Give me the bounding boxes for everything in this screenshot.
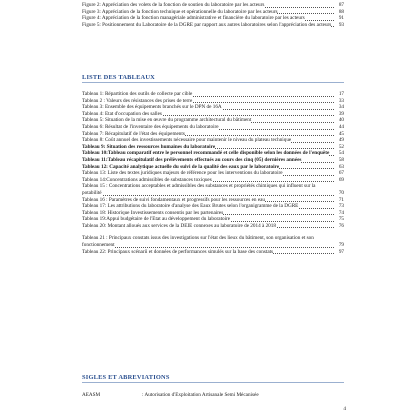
figure-entry[interactable]: [82, 15, 344, 22]
entry-page-number: 97: [338, 248, 344, 255]
entry-label: Tableau 15 : Concentrations acceptables et admissibles des substances et propriétés chimiques qui influent sur la potabilité: [82, 183, 316, 196]
figure-entry[interactable]: [82, 22, 344, 29]
entry-label: Tableau 12: Capacité analytique actuelle du suivi de la qualité des eaux par le laboratoire: [82, 163, 280, 170]
entry-label: Figure 4: Appréciation de la fonction managériale administrative et financière du laboratoire par les acteurs: [82, 15, 305, 22]
page-number: 4: [343, 406, 346, 412]
entry-page-number: 40: [338, 117, 344, 124]
entry-page-number: 34: [338, 104, 344, 111]
sigles-list: [82, 392, 344, 398]
table-entry[interactable]: [82, 170, 344, 177]
leader-dots: [82, 195, 334, 196]
table-entry[interactable]: [82, 235, 344, 248]
table-entry[interactable]: [82, 203, 344, 210]
sigle-row: [82, 392, 344, 398]
table-entry[interactable]: [82, 223, 344, 230]
entry-page-number: 58: [338, 156, 344, 163]
entry-page-number: 17: [338, 91, 344, 97]
entry-label: Tableau 21 : Principaux constats issus des investigations sur l'état des lieux du bâtiment, son organisation et son fonctionnement: [82, 235, 314, 249]
entry-label: Tableau 7: Récapitulatif de l'état des équipements: [82, 130, 185, 137]
table-entry[interactable]: [82, 157, 344, 164]
entry-label: Tableau 14:Concentrations admissibles de substances toxiques: [82, 176, 212, 183]
entry-page-number: 79: [338, 242, 344, 249]
entry-page-number: 54: [338, 150, 344, 157]
table-entry[interactable]: [82, 249, 344, 256]
sigles-section-title: SIGLES ET ABREVIATIONS: [82, 374, 344, 383]
entry-label: Tableau 2 : Valeurs des résistances des prises de terre: [82, 97, 193, 104]
figure-entry[interactable]: [82, 2, 344, 9]
entry-label: Tableau 4: Etat d'occupation des salles: [82, 110, 162, 117]
entry-page-number: 74: [338, 209, 344, 216]
entry-page-number: 49: [338, 137, 344, 144]
entry-label: Tableau 17: Les attributions du laboratoire d'analyse des Eaux Brutes selon l'organigramme de la DGRE: [82, 203, 299, 210]
entry-label: Figure 3: Appréciation de la fonction technique et opérationnelle du laboratoire par les acteurs: [82, 8, 278, 15]
entry-page-number: 70: [338, 189, 344, 196]
entry-label: Tableau 18: Historique Investissements consentis par les partenaires: [82, 209, 224, 216]
entry-page-number: 52: [338, 143, 344, 150]
entry-page-number: 73: [338, 203, 344, 210]
entry-label: Tableau 11:Tableau récapitulatif des prélèvements effectués au cours des cinq (05) dernières années: [82, 156, 302, 163]
entry-page-number: 88: [338, 8, 344, 15]
entry-page-number: 76: [338, 222, 344, 229]
entry-page-number: 93: [338, 21, 344, 28]
sigle-definition: : Autorisation d'Exploitation Artisanale Semi Mécanisée: [142, 392, 259, 398]
entry-label: Figure 5: Positionnement du Laboratoire de la DGRE par rapport aux autres laboratoires selon l'appréciation des acteurs: [82, 21, 332, 28]
tables-list: [82, 91, 344, 255]
entry-label: Tableau 3: Ensemble des équipements branchés sur le DPN de 16A: [82, 104, 222, 111]
entry-page-number: 71: [338, 196, 344, 203]
entry-label: Tableau 1: Répartition des outils de collecte par cible: [82, 91, 193, 97]
entry-page-number: 33: [338, 97, 344, 104]
entry-page-number: 45: [338, 130, 344, 137]
entry-page-number: 75: [338, 216, 344, 223]
table-entry[interactable]: [82, 104, 344, 111]
entry-page-number: 91: [338, 15, 344, 22]
entry-page-number: 39: [338, 110, 344, 117]
entry-page-number: 67: [338, 170, 344, 177]
entry-label: Tableau 6: Résultat de l'inventaire des équipements du laboratoire: [82, 123, 219, 130]
entry-page-number: 87: [338, 2, 344, 8]
entry-page-number: 44: [338, 123, 344, 130]
entry-label: Tableau 22: Principaux scénarii et données de performances simulés sur la base des constats: [82, 248, 274, 255]
tables-section-title: LISTE DES TABLEAUX: [82, 74, 344, 83]
figures-list: [82, 2, 344, 28]
entry-label: Tableau 20: Montant alloués aux services de la DEIE connexes au laboratoire de 2014 à 2018: [82, 222, 276, 229]
entry-label: Tableau 13: Liste des textes juridiques majeurs de référence pour les interventions du laboratoire: [82, 170, 283, 177]
table-entry[interactable]: [82, 137, 344, 144]
table-entry[interactable]: [82, 216, 344, 223]
entry-label: Tableau 10:Tableau comparatif entre le personnel recommandé et celle disponible selon les données de l'enquête: [82, 150, 330, 157]
entry-label: Tableau 5: Situation de la mise en œuvre du programme architectural du bâtiment: [82, 117, 252, 124]
table-entry[interactable]: [82, 183, 344, 196]
entry-page-number: 63: [338, 163, 344, 170]
table-entry[interactable]: [82, 117, 344, 124]
sigle-abbr: AEASM: [82, 392, 101, 398]
entry-label: Tableau 19:Appui budgétaire de l'Etat au développement du laboratoire: [82, 216, 231, 223]
leader-dots: [82, 247, 334, 248]
entry-label: Tableau 16 : Paramètres de suivi fondamentaux et progressifs pour les ressources en eau: [82, 196, 266, 203]
table-entry[interactable]: [82, 150, 344, 157]
entry-page-number: 69: [338, 176, 344, 183]
entry-label: Tableau 9: Situation des ressources humaines du laboratoire: [82, 143, 216, 150]
entry-label: Figure 2: Appréciation des volets de la fonction de soutien du laboratoire par les acteurs: [82, 2, 265, 8]
table-entry[interactable]: [82, 124, 344, 131]
entry-label: Tableau 8: Coût annuel des investissements nécessaire pour maintenir le niveau du plateau technique: [82, 137, 292, 144]
table-entry[interactable]: [82, 91, 344, 98]
